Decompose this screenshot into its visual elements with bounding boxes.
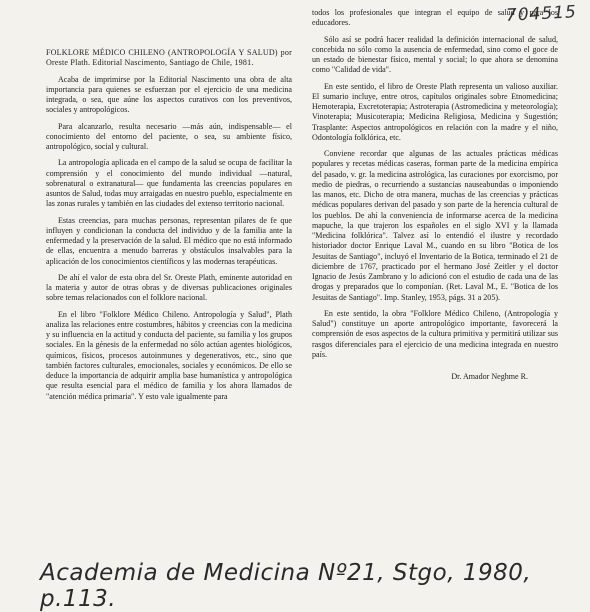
paragraph: todos los profesionales que integran el equipo de salud y para los educadores. bbox=[312, 8, 558, 28]
paragraph: La antropología aplicada en el campo de la salud se ocupa de facilitar la comprensión y el conocimiento del mundo individual —natural, sobrenatural o extranatural— que fundamenta las creencias populares en asuntos de Salud, todas muy arraigadas en nuestro pueblo, especialmente en las zonas rurales y también en las ciudades del extenso territorio nacional. bbox=[46, 158, 292, 209]
review-heading bbox=[46, 48, 292, 69]
paragraph: En este sentido, el libro de Oreste Plath representa un valioso auxiliar. El sumario incluye, entre otros, capítulos originales sobre Etnomedicina; Hemoterapia, Excretoterapia; Astroterapia (Astromedicina y meteorología); Vinoterapia; Musicoterapia; Medicina Religiosa, Medicina y Sugestión; Trasplante: Aspectos antropológicos en relación con la madre y el niño, Odontología folklórica, etc. bbox=[312, 81, 558, 142]
paragraph: Estas creencias, para muchas personas, representan pilares de fe que influyen y condicionan la conducta del individuo y de la familia ante la enfermedad y la preservación de la salud. El médico que no está informado de ellas, encuentra a menudo barreras y obstáculos insalvables para la aplicación de los conocimientos científicos y las modernas terapéuticas. bbox=[46, 215, 292, 266]
paragraph: Para alcanzarlo, resulta necesario —más aún, indispensable— el conocimiento del entorno del paciente, o sea, su ambiente físico, antropológico, social y cultural. bbox=[46, 121, 292, 151]
review-heading-title: FOLKLORE MÉDICO CHILENO (ANTROPOLOGÍA Y SALUD) bbox=[46, 48, 278, 57]
author-signature: Dr. Amador Neghme R. bbox=[451, 372, 528, 381]
review-heading-details: por Oreste Plath. Editorial Nascimento, Santiago de Chile, 1981. bbox=[46, 48, 292, 68]
paragraph: Conviene recordar que algunas de las actuales prácticas médicas populares y recetas médicas caseras, forman parte de la medicina empírica del pasado, v. gr. la medicina astrológica, las curaciones por exorcismo, por medio de piedras, o recurriendo a sustancias nauseabundas o imponiendo las manos, etc. Dicho de otra manera, muchas de las creencias y prácticas médicas populares derivan del pasado y son parte de la herencia cultural de los pueblos. De ahí la conveniencia de informarse acerca de la medicina mapuche, la que trajeron los españoles en el siglo XVI y la llamada "Medicina folklórica". Talvez así lo entendió el ilustre y recordado historiador doctor Enrique Laval M., cuando en su libro "Botica de los Jesuitas de Santiago", incluyó el Inventario de la Botica, terminado el 21 de diciembre de 1767, practicado por el hermano José Zeitler y el doctor Ignacio de Jesús Zambrano y lo adicionó con el estudio de cada una de las drogas y preparados que lo componían. (Ret. Laval M., E. "Botica de los Jesuitas de Santiago". Imp. Stanley, 1953, págs. 31 a 205). bbox=[312, 149, 558, 302]
paragraph: Sólo así se podrá hacer realidad la definición internacional de salud, concebida no sólo como la ausencia de enfermedad, sino como el goce de un estado de bienestar físico, mental y social; lo que ahora se denomina como "Calidad de vida". bbox=[312, 34, 558, 75]
paragraph: Acaba de imprimirse por la Editorial Nascimento una obra de alta importancia para quienes se esfuerzan por el ejercicio de una medicina integrada, o sea, que aúne los aspectos curativos con los preventivos, sociales y antropológicos. bbox=[46, 74, 292, 115]
left-column bbox=[46, 48, 292, 402]
handwritten-catalog-number: 704515 bbox=[505, 2, 578, 26]
paragraph: En el libro "Folklore Médico Chileno. Antropología y Salud", Plath analiza las relaciones entre costumbres, hábitos y creencias con la medicina y su influencia en la actitud y conducta del paciente, su familia y los grupos sociales. En la génesis de la enfermedad no sólo actúan agentes biológicos, químicos, físicos, procesos autoinmunes y degenerativos, etc., sino que también factores culturales, emocionales, sociales y económicos. De ello se deduce la importancia de adquirir amplia base humanística y antropológica que resulta esencial para el médico de familia y los ahora llamados de "atención médica primaria". Y esto vale igualmente para bbox=[46, 309, 292, 401]
paragraph: De ahí el valor de esta obra del Sr. Oreste Plath, eminente autoridad en la materia y autor de otras obras y de diversas publicaciones originales sobre temas relacionados con el folklore nacional. bbox=[46, 272, 292, 303]
paragraph: En este sentido, la obra "Folklore Médico Chileno, (Antropología y Salud") constituye un aporte antropológico importante, favorecerá la comprensión de esos aspectos de la cultura primitiva y permitirá utilizar sus rasgos diferenciales para el ejercicio de una medicina integrada en nuestro país. bbox=[312, 308, 558, 359]
handwritten-citation: Academia de Medicina Nº21, Stgo, 1980, p.113. bbox=[40, 560, 532, 612]
right-column bbox=[312, 8, 558, 382]
